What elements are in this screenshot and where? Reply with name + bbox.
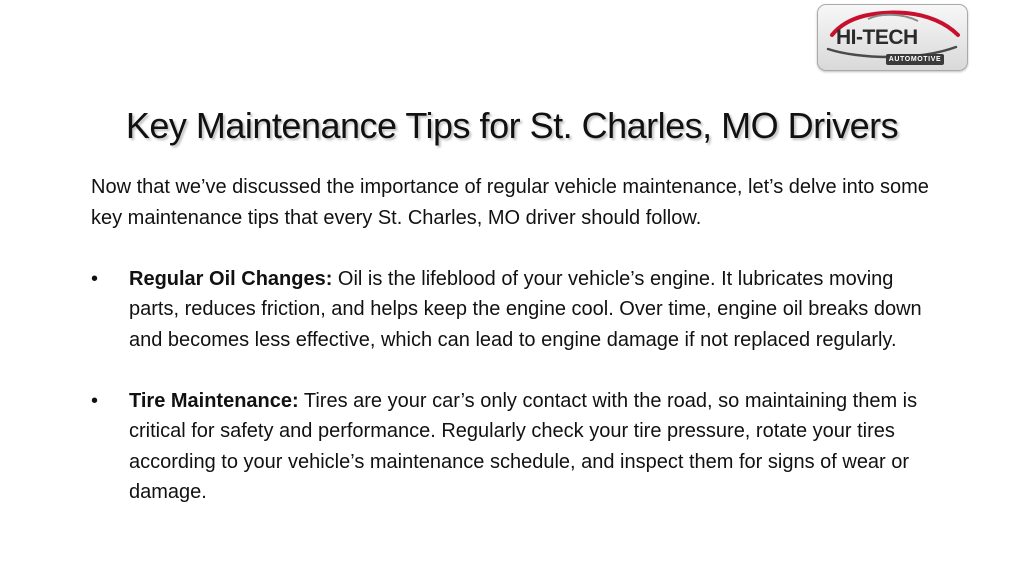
logo-sub-text: AUTOMOTIVE [886,54,944,65]
tip-text: Oil is the lifeblood of your vehicle’s engine. It lubricates moving parts, reduces friction, and helps keep the engine cool. Over time, engine oil breaks down and becomes less effective, which can lead to engine damage if not replaced regularly. [129,267,922,351]
tip-oil-changes [91,264,941,356]
tip-title: Tire Maintenance: [129,389,299,412]
slide-title: Key Maintenance Tips for St. Charles, MO Drivers [125,105,899,146]
bullet-icon: • [91,389,99,412]
tip-text: Tires are your car’s only contact with the road, so maintaining them is critical for safety and performance. Regularly check your tire pressure, rotate your tires according to your vehicle’s maintenance schedule, and inspect them for signs of wear or damage. [129,389,918,503]
slide-content [91,172,941,508]
logo-main-text: HI-TECH [836,26,918,49]
company-logo [817,4,968,71]
intro-paragraph: Now that we’ve discussed the importance of regular vehicle maintenance, let’s delve into some key maintenance tips that every St. Charles, MO driver should follow. [91,176,929,229]
bullet-icon: • [91,267,99,290]
tip-title: Regular Oil Changes: [129,267,333,290]
tips-list [91,264,941,508]
tip-tire-maintenance [91,386,941,508]
